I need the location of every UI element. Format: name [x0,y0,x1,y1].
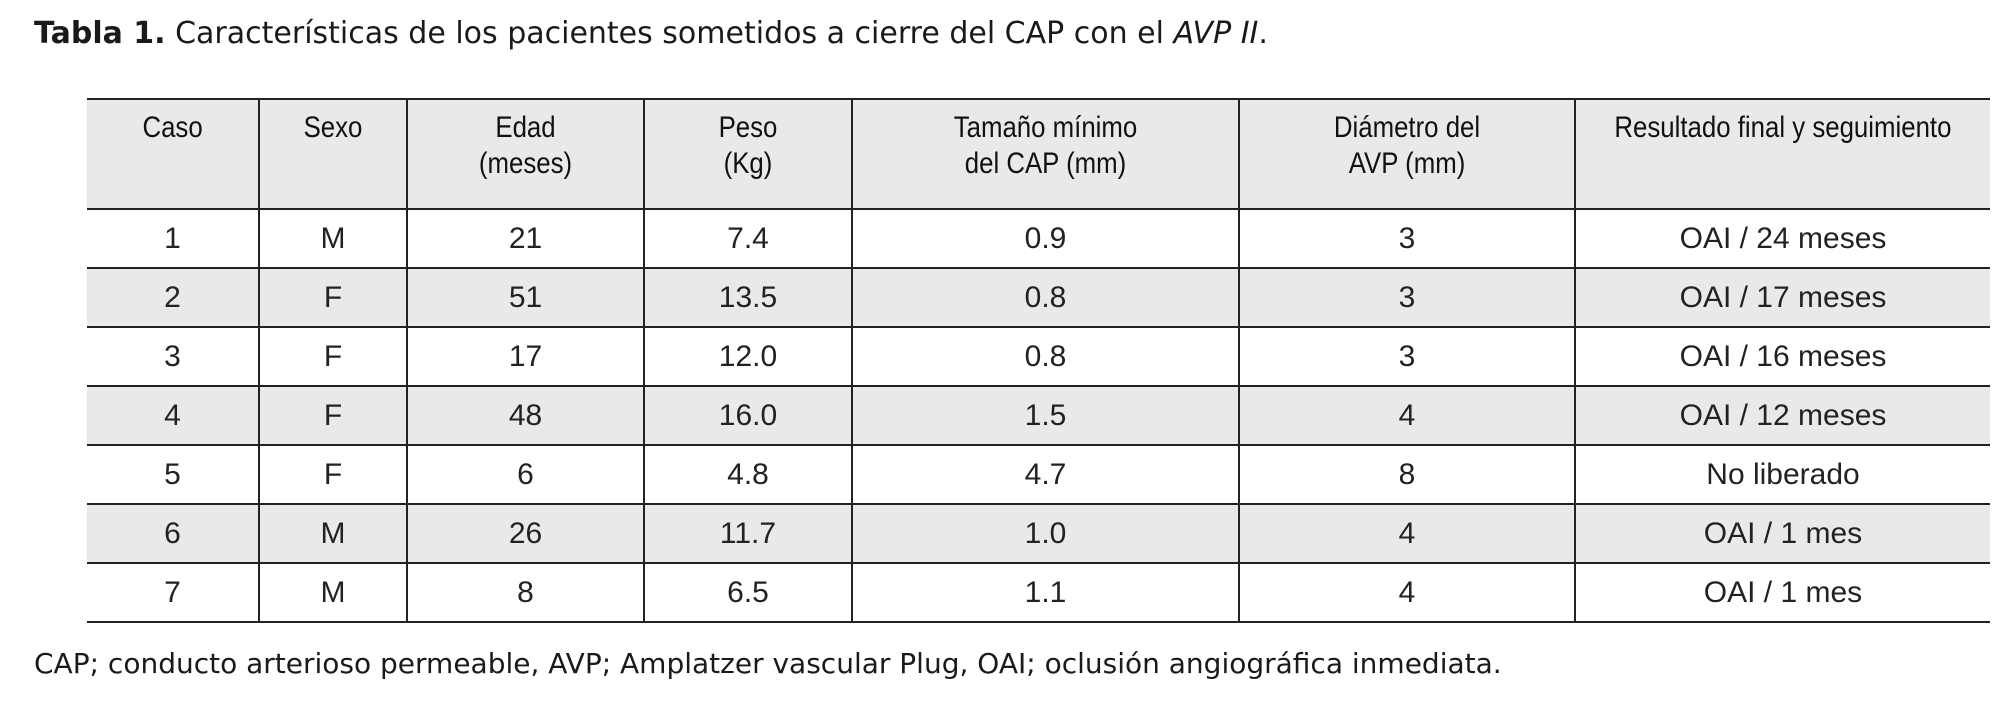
table-cell: OAI / 17 meses [1575,268,1990,327]
table-cell: OAI / 12 meses [1575,386,1990,445]
table-row [87,386,1990,445]
table-cell: 4.8 [644,445,852,504]
table-cell: 6.5 [644,563,852,622]
table-cell: 5 [164,457,181,491]
table-cell: 0.8 [852,327,1239,386]
table-cell: 6 [407,445,644,504]
table-row [87,445,1990,504]
table-cell: 48 [407,386,644,445]
column-header [659,99,838,209]
table-cell: 51 [407,268,644,327]
table-body [87,209,1990,622]
table-cell: 7.4 [644,209,852,268]
table-cell: M [259,504,407,563]
table-cell: No liberado [1575,445,1990,504]
table-cell: 13.5 [644,268,852,327]
column-header [424,99,628,209]
table-cell: F [259,327,407,386]
table-cell: 16.0 [644,386,852,445]
column-header [879,99,1212,209]
table-cell: 1.0 [852,504,1239,563]
table-cell: 2 [164,280,181,314]
table-cell: 3 [1239,268,1575,327]
table-cell: 12.0 [644,327,852,386]
column-header [1263,99,1552,209]
table-cell: 0.9 [852,209,1239,268]
column-header-line: Caso [142,111,203,144]
column-header-line: Sexo [303,111,363,144]
table-row [87,327,1990,386]
table-row [87,563,1990,622]
table-cell: 3 [1239,209,1575,268]
table-cell: 3 [164,339,181,373]
table-cell: 7 [164,575,181,609]
column-header-line: AVP (mm) [1348,147,1466,180]
table-cell: 4 [1239,386,1575,445]
column-header-line: Diámetro del [1333,111,1481,144]
table-caption [34,14,1268,54]
table-cell: 21 [407,209,644,268]
table-cell: 3 [1239,327,1575,386]
table-row [87,504,1990,563]
column-header-line: Edad [495,111,556,144]
caption-italic: AVP II [1173,16,1259,51]
column-header-line: (Kg) [723,147,773,180]
column-header-line: Peso [718,111,778,144]
table-cell: M [259,563,407,622]
table-cell: F [259,268,407,327]
table-cell: 0.8 [852,268,1239,327]
column-header [99,99,247,209]
table-cell: 4 [164,398,181,432]
table-cell: 17 [407,327,644,386]
table-header-row [87,99,1990,209]
patients-table [87,98,1990,623]
table-cell: M [259,209,407,268]
table-cell: 26 [407,504,644,563]
table-cell: OAI / 24 meses [1575,209,1990,268]
table-cell: 8 [407,563,644,622]
table-cell: OAI / 16 meses [1575,327,1990,386]
column-header-line: del CAP (mm) [964,147,1127,180]
caption-label: Tabla 1. [34,16,166,51]
table-cell: 11.7 [644,504,852,563]
caption-text: Características de los pacientes sometidos a cierre del CAP con el [165,16,1174,51]
table-cell: OAI / 1 mes [1575,563,1990,622]
column-header-line: Tamaño mínimo [953,111,1138,144]
caption-end: . [1258,16,1268,51]
column-header [269,99,396,209]
table-row [87,209,1990,268]
table-cell: 4.7 [852,445,1239,504]
table-cell: F [259,445,407,504]
column-header-line: (meses) [478,147,573,180]
table-cell: 8 [1239,445,1575,504]
column-header [1604,99,1961,209]
table-cell: 1.1 [852,563,1239,622]
table-footnote: CAP; conducto arterioso permeable, AVP; Amplatzer vascular Plug, OAI; oclusión angiográfica inmediata. [34,647,1502,680]
table-cell: OAI / 1 mes [1575,504,1990,563]
column-header-line: Resultado final y seguimiento [1614,111,1952,144]
table-cell: 4 [1239,563,1575,622]
table-cell: 4 [1239,504,1575,563]
table-cell: 6 [164,516,181,550]
table-cell: F [259,386,407,445]
table-row [87,268,1990,327]
table-cell: 1.5 [852,386,1239,445]
table-cell: 1 [164,221,181,255]
